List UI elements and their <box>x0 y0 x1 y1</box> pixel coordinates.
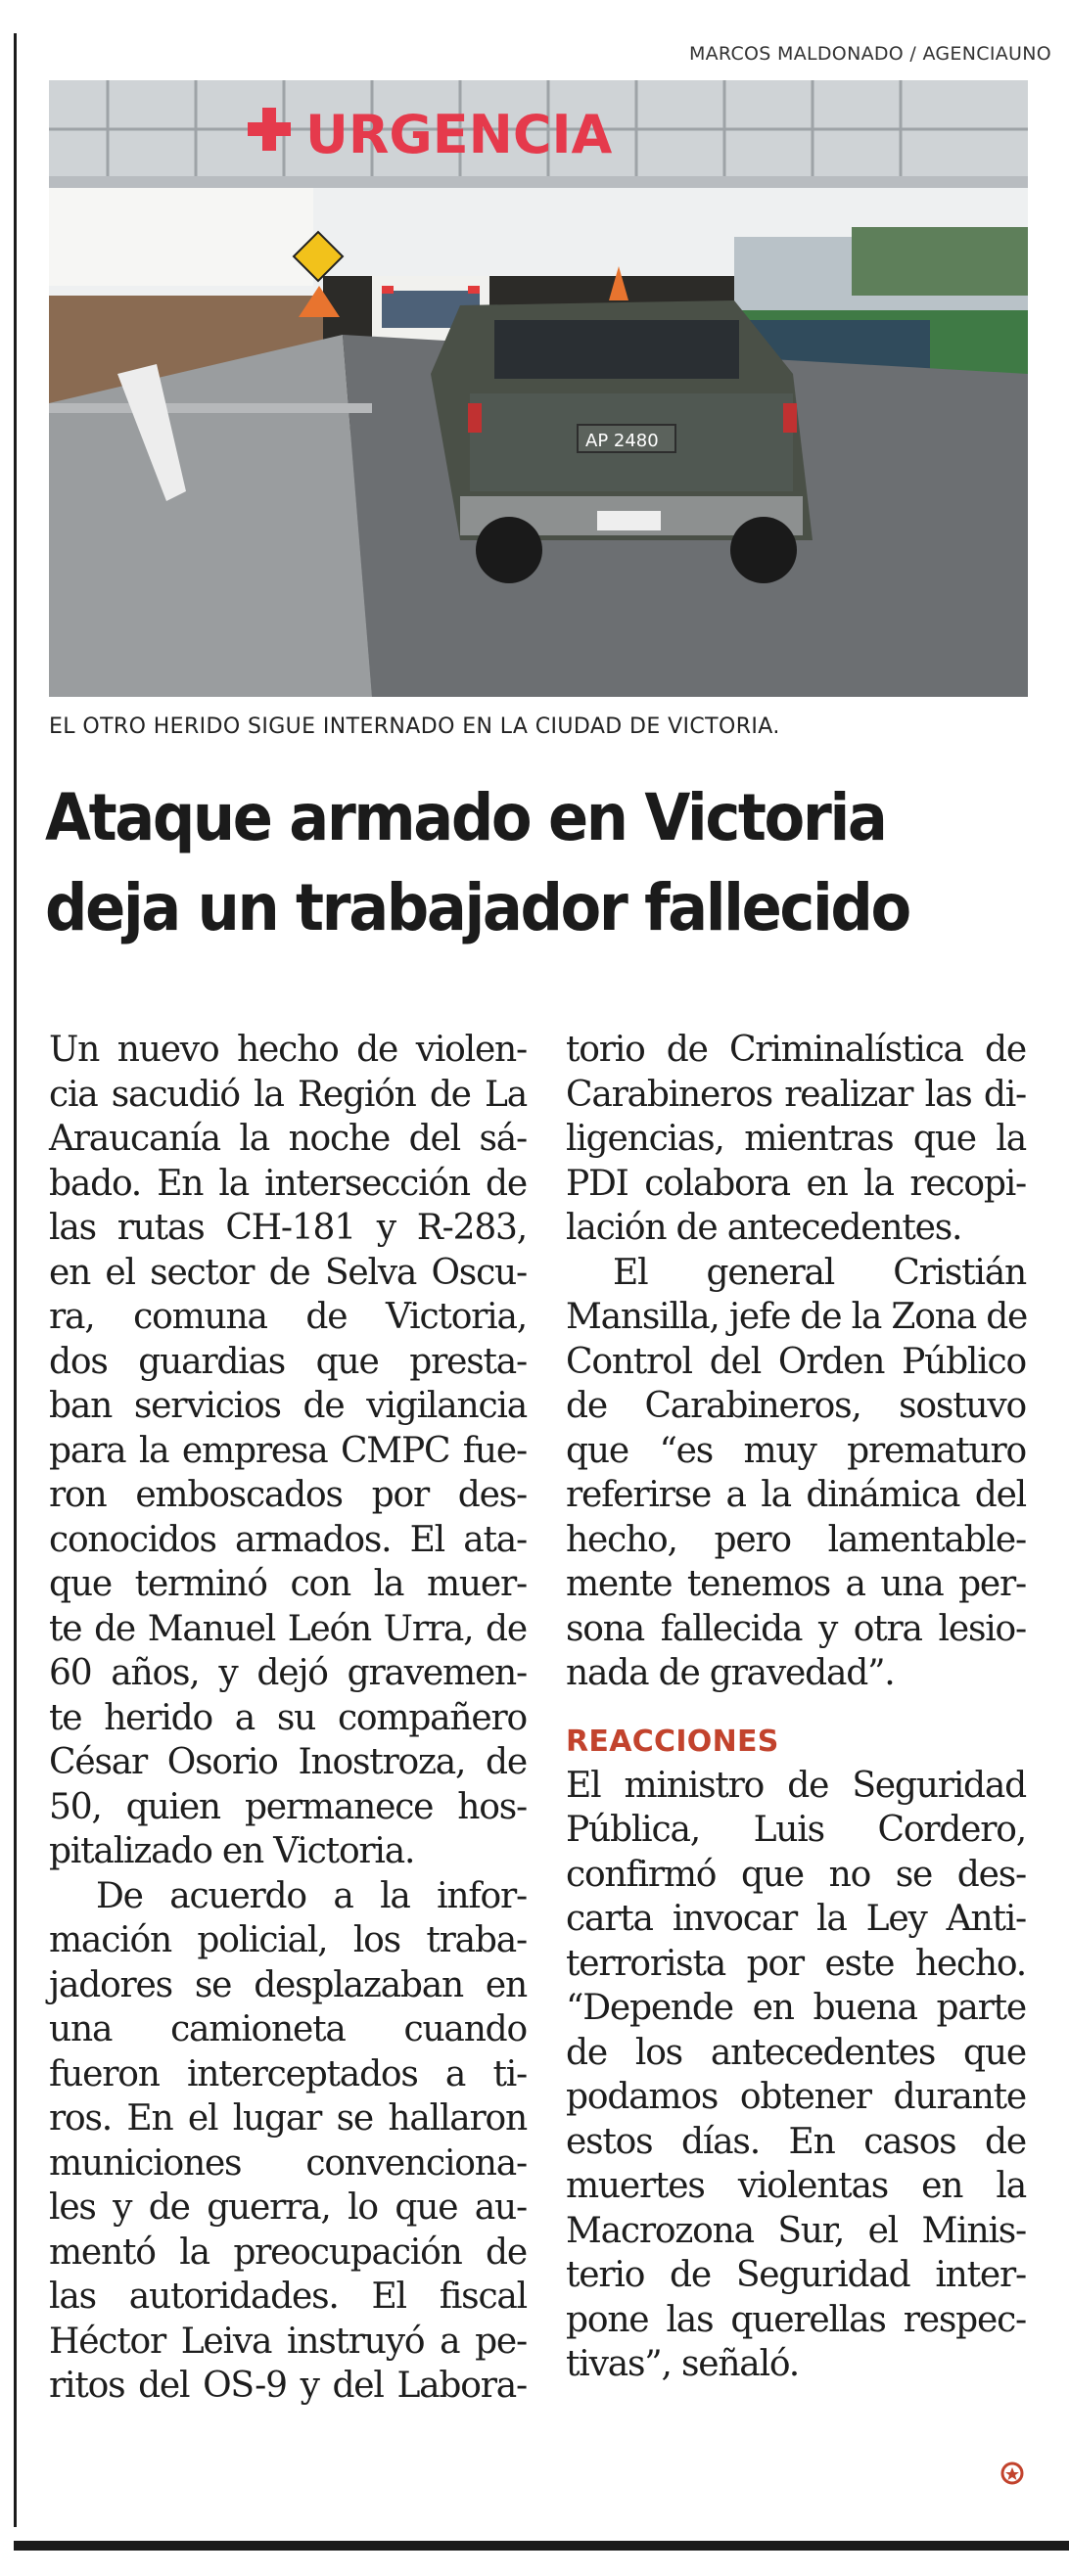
body-line: Pública, Luis Cordero, <box>566 1810 1026 1850</box>
photo-caption: EL OTRO HERIDO SIGUE INTERNADO EN LA CIUDAD DE VICTORIA. <box>49 714 780 739</box>
end-of-article-icon <box>1000 2461 1024 2485</box>
body-line: lación de antecedentes. <box>566 1208 962 1248</box>
body-line: El general Cristián <box>613 1252 1026 1293</box>
bottom-rule <box>14 2541 1069 2551</box>
body-line: te herido a su compañero <box>49 1697 527 1738</box>
photo-credit: MARCOS MALDONADO / AGENCIAUNO <box>688 43 1051 65</box>
body-line: que terminó con la muer- <box>49 1564 527 1604</box>
body-line: de Carabineros, sostuvo <box>566 1386 1026 1426</box>
body-line: conocidos armados. El ata- <box>49 1519 527 1560</box>
body-line: PDI colabora en la recopi- <box>566 1163 1026 1204</box>
headline-line-2: deja un trabajador fallecido <box>45 870 909 945</box>
body-line: una camioneta cuando <box>49 2009 527 2049</box>
svg-text:URGENCIA: URGENCIA <box>305 104 613 165</box>
body-line: las rutas CH-181 y R-283, <box>49 1208 527 1248</box>
body-line: Control del Orden Público <box>566 1341 1026 1382</box>
body-line: bado. En la intersección de <box>49 1163 527 1204</box>
headline <box>45 773 973 953</box>
news-photo <box>49 80 1028 697</box>
body-line: cia sacudió la Región de La <box>49 1074 527 1115</box>
body-line: te de Manuel León Urra, de <box>49 1608 527 1649</box>
body-line: ros. En el lugar se hallaron <box>49 2098 527 2139</box>
body-line: ra, comuna de Victoria, <box>49 1297 527 1337</box>
body-line: tivas”, señaló. <box>566 2344 799 2384</box>
body-line: jadores se desplazaban en <box>49 1964 527 2005</box>
body-line: mación policial, los traba- <box>49 1920 527 1960</box>
hospital-emergency-photo <box>49 80 1028 697</box>
body-line: confirmó que no se des- <box>566 1854 1026 1895</box>
body-line: El ministro de Seguridad <box>566 1765 1026 1806</box>
body-line: terrorista por este hecho. <box>566 1943 1026 1984</box>
body-line: “Depende en buena parte <box>566 1988 1026 2028</box>
body-line: pone las querellas respec- <box>566 2299 1026 2340</box>
body-line: de los antecedentes que <box>566 2032 1026 2073</box>
body-line: Araucanía la noche del sá- <box>49 1119 527 1159</box>
body-line: estos días. En casos de <box>566 2121 1026 2162</box>
body-line: César Osorio Inostroza, de <box>49 1742 527 1782</box>
body-line: pitalizado en Victoria. <box>49 1831 415 1871</box>
article-column-right <box>566 1028 1026 2387</box>
left-rule <box>14 33 17 2527</box>
body-line: torio de Criminalística de <box>566 1030 1026 1070</box>
body-line: hecho, pero lamentable- <box>566 1519 1026 1560</box>
body-line: Un nuevo hecho de violen- <box>49 1030 527 1070</box>
body-line: De acuerdo a la infor- <box>96 1875 527 1916</box>
body-line: 60 años, y dejó gravemen- <box>49 1653 527 1693</box>
body-line: 50, quien permanece hos- <box>49 1786 527 1827</box>
body-line: carta invocar la Ley Anti- <box>566 1899 1026 1939</box>
body-line: sona fallecida y otra lesio- <box>566 1608 1026 1649</box>
body-line: Mansilla, jefe de la Zona de <box>566 1297 1028 1337</box>
body-line: Carabineros realizar las di- <box>566 1074 1026 1115</box>
body-line: en el sector de Selva Oscu- <box>49 1252 527 1293</box>
body-line: ron emboscados por des- <box>49 1475 527 1515</box>
body-line: que “es muy prematuro <box>566 1430 1026 1471</box>
body-line: terio de Seguridad inter- <box>566 2255 1026 2295</box>
body-line: muertes violentas en la <box>566 2166 1026 2206</box>
body-line: ban servicios de vigilancia <box>49 1386 527 1426</box>
body-line: para la empresa CMPC fue- <box>49 1430 527 1471</box>
body-line: referirse a la dinámica del <box>566 1475 1026 1515</box>
body-line: fueron interceptados a ti- <box>49 2053 527 2094</box>
body-line: mentó la preocupación de <box>49 2231 527 2273</box>
vehicle-plate-text: AP 2480 <box>585 431 659 451</box>
body-line: municiones convenciona- <box>49 2142 527 2184</box>
article-column-left <box>49 1028 527 2409</box>
section-subhead: REACCIONES <box>566 1724 779 1759</box>
body-line: ritos del OS-9 y del Labora- <box>49 2366 527 2406</box>
body-line: dos guardias que presta- <box>49 1341 527 1382</box>
body-line: mente tenemos a una per- <box>566 1564 1026 1604</box>
headline-line-1: Ataque armado en Victoria <box>45 780 886 855</box>
body-line: Macrozona Sur, el Minis- <box>566 2210 1026 2251</box>
body-line: podamos obtener durante <box>566 2077 1026 2117</box>
body-line: Héctor Leiva instruyó a pe- <box>49 2321 527 2362</box>
body-line: ligencias, mientras que la <box>566 1119 1026 1159</box>
body-line: les y de guerra, lo que au- <box>49 2187 527 2228</box>
body-line: nada de gravedad”. <box>566 1653 895 1693</box>
body-line: las autoridades. El fiscal <box>49 2277 527 2317</box>
